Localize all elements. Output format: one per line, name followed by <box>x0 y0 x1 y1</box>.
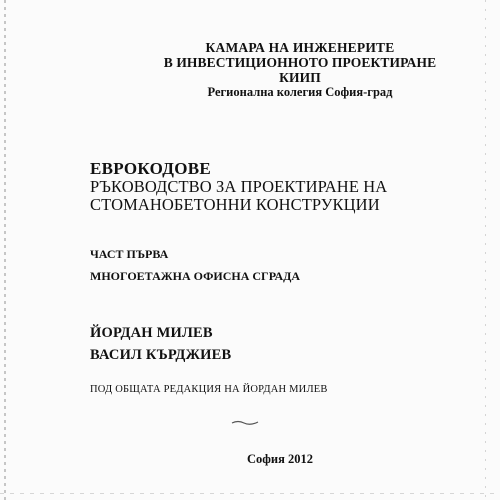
scan-edge-bottom <box>0 493 500 494</box>
scan-edge-left <box>4 0 6 500</box>
scan-edge-right <box>485 0 486 500</box>
part-name: МНОГОЕТАЖНА ОФИСНА СГРАДА <box>90 269 301 283</box>
part-info <box>90 243 450 287</box>
publisher-name-line1: КАМАРА НА ИНЖЕНЕРИТЕ <box>205 40 395 55</box>
title-sub-line1: РЪКОВОДСТВО ЗА ПРОЕКТИРАНЕ НА <box>90 177 388 196</box>
author-name: ВАСИЛ КЪРДЖИЕВ <box>90 347 232 363</box>
document-title <box>90 160 450 214</box>
authors-list <box>90 322 450 366</box>
author-name: ЙОРДАН МИЛЕВ <box>90 325 213 341</box>
publisher-region: Регионална колегия София-град <box>207 85 393 99</box>
publisher-name-line2: В ИНВЕСТИЦИОННОТО ПРОЕКТИРАНЕ КИИП <box>163 55 437 85</box>
scan-speck-mark <box>230 417 260 427</box>
title-sub-line2: СТОМАНОБЕТОННИ КОНСТРУКЦИИ <box>90 195 380 214</box>
editor-credit: ПОД ОБЩАТА РЕДАКЦИЯ НА ЙОРДАН МИЛЕВ <box>90 384 328 395</box>
publisher-header <box>150 40 450 100</box>
title-main: ЕВРОКОДОВЕ <box>90 159 212 178</box>
imprint-place-year: София 2012 <box>247 452 314 466</box>
part-number: ЧАСТ ПЪРВА <box>90 247 169 261</box>
